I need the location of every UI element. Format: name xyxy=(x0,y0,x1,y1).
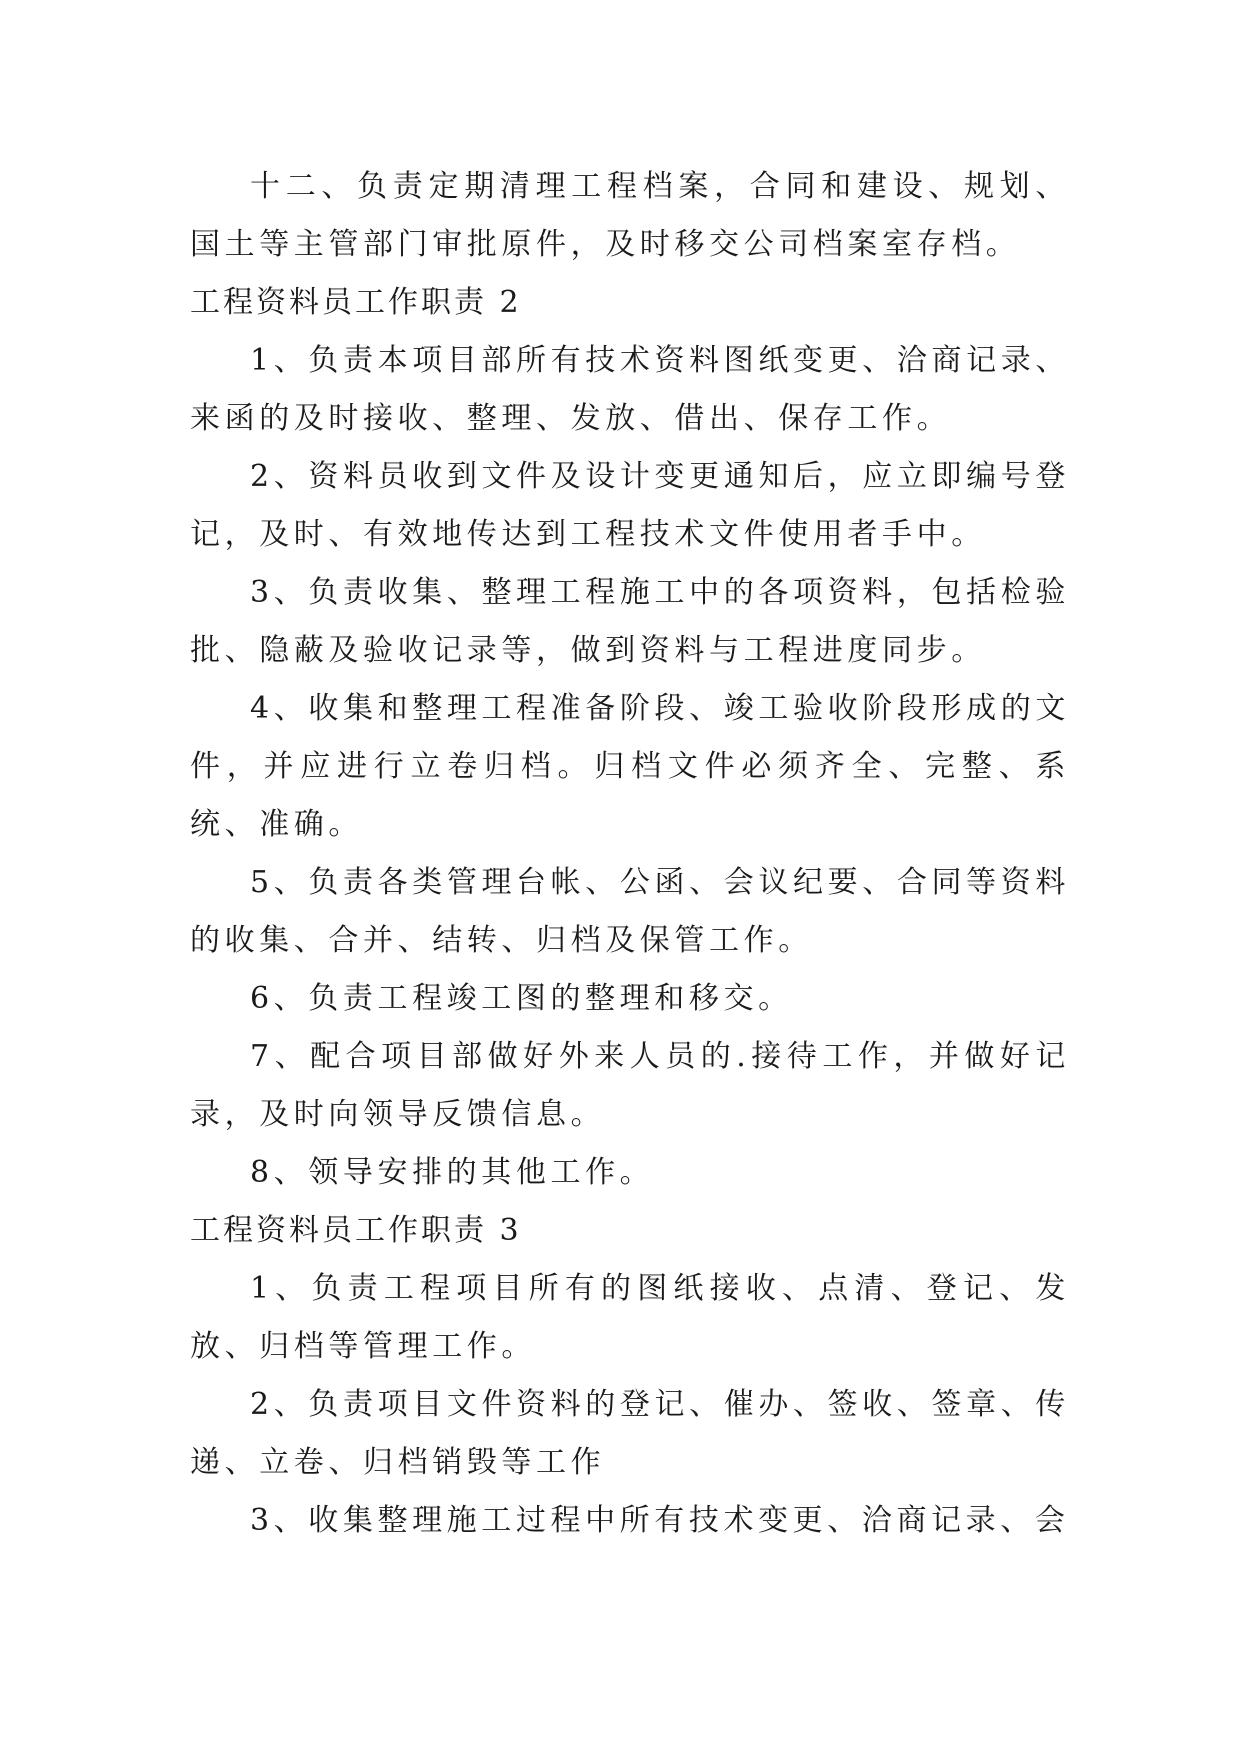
paragraph-item: 2、资料员收到文件及设计变更通知后，应立即编号登记，及时、有效地传达到工程技术文件使用者手中。 xyxy=(190,459,1070,552)
paragraph-item: 5、负责各类管理台帐、公函、会议纪要、合同等资料的收集、合并、结转、归档及保管工作。 xyxy=(190,865,1070,958)
section-heading-3: 工程资料员工作职责 3 xyxy=(190,1213,522,1248)
paragraph-item-12: 十二、负责定期清理工程档案，合同和建设、规划、国土等主管部门审批原件，及时移交公司档案室存档。 xyxy=(190,169,1070,262)
paragraph-item: 3、负责收集、整理工程施工中的各项资料，包括检验批、隐蔽及验收记录等，做到资料与工程进度同步。 xyxy=(190,575,1070,668)
section-heading-2: 工程资料员工作职责 2 xyxy=(190,285,522,320)
paragraph-item: 8、领导安排的其他工作。 xyxy=(250,1155,655,1190)
document-body xyxy=(190,158,1070,1550)
paragraph-item: 6、负责工程竣工图的整理和移交。 xyxy=(250,981,793,1016)
paragraph-item: 4、收集和整理工程准备阶段、竣工验收阶段形成的文件，并应进行立卷归档。归档文件必须齐全、完整、系统、准确。 xyxy=(190,691,1070,842)
paragraph-item: 7、配合项目部做好外来人员的.接待工作，并做好记录，及时向领导反馈信息。 xyxy=(190,1039,1070,1132)
paragraph-item: 2、负责项目文件资料的登记、催办、签收、签章、传递、立卷、归档销毁等工作 xyxy=(190,1387,1070,1480)
paragraph-item: 1、负责工程项目所有的图纸接收、点清、登记、发放、归档等管理工作。 xyxy=(190,1271,1070,1364)
paragraph-item: 3、收集整理施工过程中所有技术变更、洽商记录、会 xyxy=(250,1503,1070,1538)
paragraph-item: 1、负责本项目部所有技术资料图纸变更、洽商记录、来函的及时接收、整理、发放、借出、保存工作。 xyxy=(190,343,1070,436)
